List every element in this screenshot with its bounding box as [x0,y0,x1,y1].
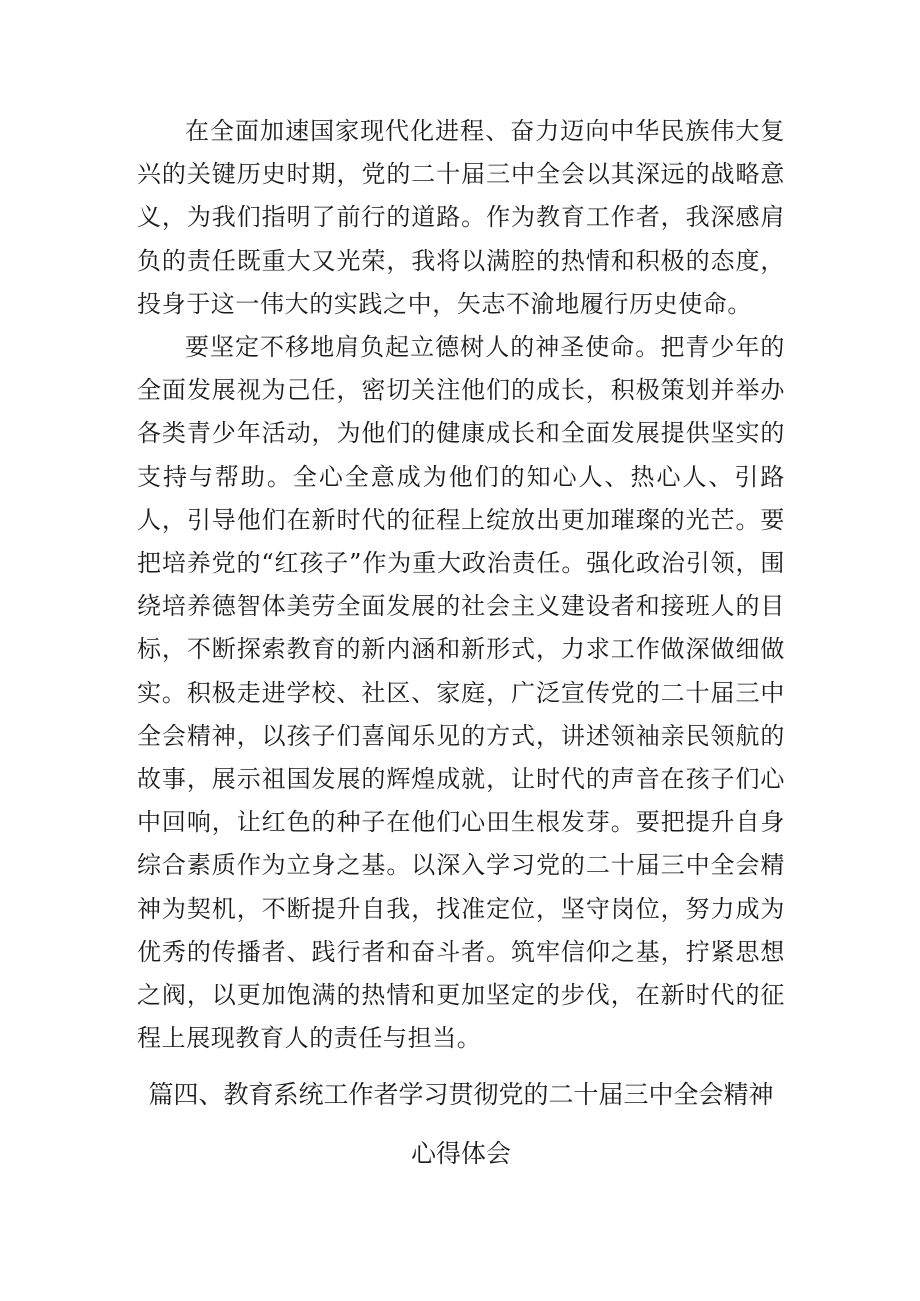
section-heading-line2: 心得体会 [410,1139,511,1168]
paragraph-mission: 要坚定不移地肩负起立德树人的神圣使命。把青少年的全面发展视为己任，密切关注他们的成长，积极策划并举办各类青少年活动，为他们的健康成长和全面发展提供坚实的支持与帮助。全心全意成为他们的知心人、热心人、引路人，引导他们在新时代的征程上绽放出更加璀璨的光芒。要把培养党的“红孩子”作为重大政治责任。强化政治引领，围绕培养德智体美劳全面发展的社会主义建设者和接班人的目标，不断探索教育的新内涵和新形式，力求工作做深做细做实。积极走进学校、社区、家庭，广泛宣传党的二十届三中全会精神，以孩子们喜闻乐见的方式，讲述领袖亲民领航的故事，展示祖国发展的辉煌成就，让时代的声音在孩子们心中回响，让红色的种子在他们心田生根发芽。要把提升自身综合素质作为立身之基。以深入学习党的二十届三中全会精神为契机，不断提升自我，找准定位，坚守岗位，努力成为优秀的传播者、践行者和奋斗者。筑牢信仰之基，拧紧思想之阀，以更加饱满的热情和更加坚定的步伐，在新时代的征程上展现教育人的责任与担当。 [137,333,785,1053]
paragraph-intro: 在全面加速国家现代化进程、奋力迈向中华民族伟大复兴的关键历史时期，党的二十届三中全会以其深远的战略意义，为我们指明了前行的道路。作为教育工作者，我深感肩负的责任既重大又光荣，我将以满腔的热情和积极的态度，投身于这一伟大的实践之中，矢志不渝地履行历史使命。 [137,117,785,318]
section-heading-line1: 篇四、教育系统工作者学习贯彻党的二十届三中全会精神 [148,1080,774,1109]
